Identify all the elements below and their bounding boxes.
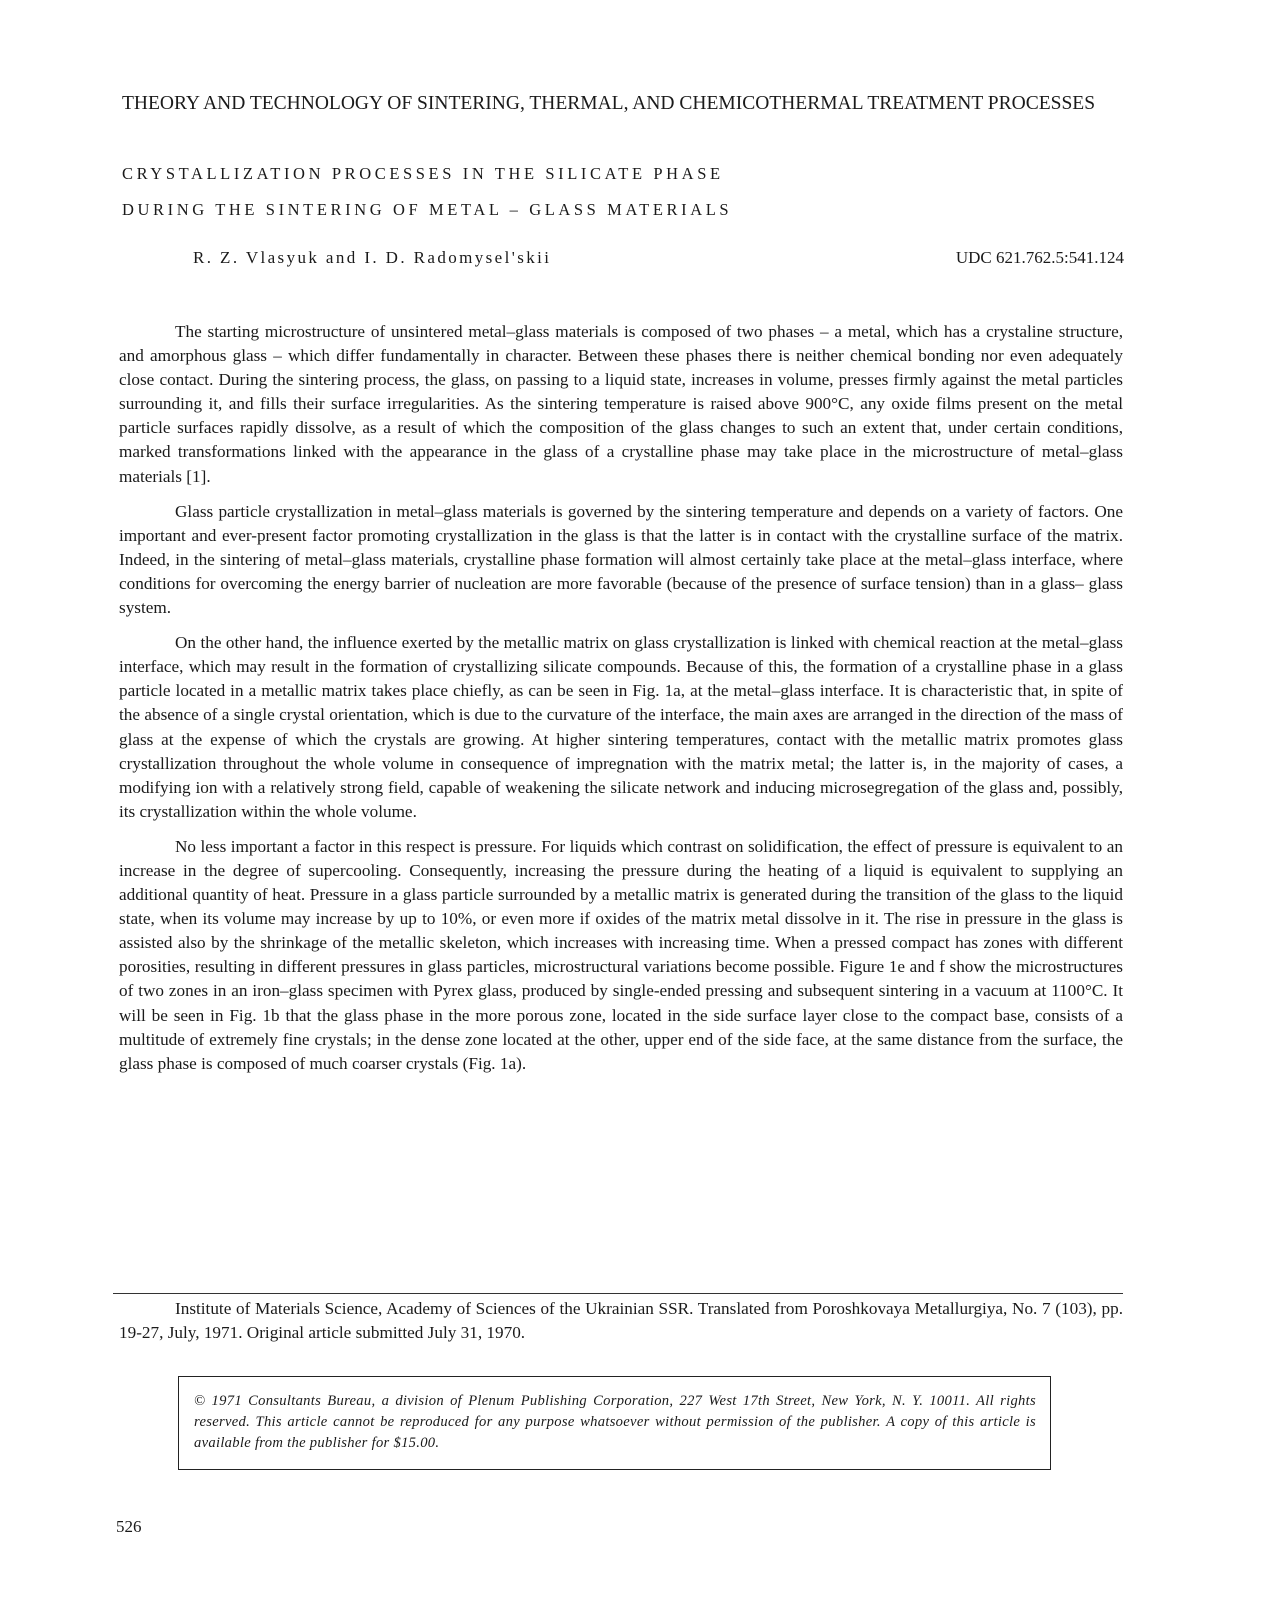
body-paragraph: No less important a factor in this respect is pressure. For liquids which contrast on solidification, the effect of pressure is equivalent to an increase in the degree of supercooling. Consequently, increasing the pressure during the heating of a liquid is equivalent to supplying an additional quantity of heat. Pressure in a glass particle surrounded by a metallic matrix is generated during the transition of the glass to the liquid state, when its volume may increase by up to 10%, or even more if oxides of the matrix metal dissolve in it. The rise in pressure in the glass is assisted also by the shrinkage of the metallic skeleton, which increases with increasing time. When a pressed compact has zones with different porosities, resulting in different pressures in glass particles, microstructural variations become possible. Figure 1e and f show the microstructures of two zones in an iron–glass specimen with Pyrex glass, produced by single-ended pressing and subsequent sintering in a vacuum at 1100°C. It will be seen in Fig. 1b that the glass phase in the more porous zone, located in the side surface layer close to the compact base, consists of a multitude of extremely fine crystals; in the dense zone located at the other, upper end of the side face, at the same distance from the surface, the glass phase is composed of much coarser crystals (Fig. 1a). [119, 836, 1123, 1073]
section-heading: THEORY AND TECHNOLOGY OF SINTERING, THERMAL, AND CHEMICOTHERMAL TREATMENT PROCESSES [122, 93, 1096, 114]
article-title-line-1: CRYSTALLIZATION PROCESSES IN THE SILICATE PHASE [122, 164, 724, 183]
institution-footnote: Institute of Materials Science, Academy of Sciences of the Ukrainian SSR. Translated from Poroshkovaya Metallurgiya, No. 7 (103), pp. 19-27, July, 1971. Original article submitted July 31, 1970. [119, 1299, 1123, 1343]
udc-code: UDC 621.762.5:541.124 [955, 248, 1124, 267]
article-body [119, 320, 1123, 1087]
copyright-notice-box [178, 1376, 1051, 1470]
body-paragraph: The starting microstructure of unsintered metal–glass materials is composed of two phases – a metal, which has a crystaline structure, and amorphous glass – which differ fundamentally in character. Between these phases there is neither chemical bonding nor even adequately close contact. During the sintering process, the glass, on passing to a liquid state, increases in volume, presses firmly against the metal particles surrounding it, and fills their surface irregularities. As the sintering temperature is raised above 900°C, any oxide films present on the metal particle surfaces rapidly dissolve, as a result of which the composition of the glass changes to such an extent that, under certain conditions, marked transformations linked with the appearance in the glass of a crystalline phase may take place in the microstructure of metal–glass materials [1]. [119, 322, 1123, 486]
body-paragraph: On the other hand, the influence exerted by the metallic matrix on glass crystallization is linked with chemical reaction at the metal–glass interface, which may result in the formation of crystallizing silicate compounds. Because of this, the formation of a crystalline phase in a glass particle located in a metallic matrix takes place chiefly, as can be seen in Fig. 1a, at the metal–glass interface. It is characteristic that, in spite of the absence of a single crystal orientation, which is due to the curvature of the interface, the main axes are arranged in the direction of the mass of glass at the expense of which the crystals are growing. At higher sintering temperatures, contact with the metallic matrix promotes glass crystallization throughout the whole volume in consequence of impregnation with the matrix metal; the latter is, in the majority of cases, a modifying ion with a relatively strong field, capable of weakening the silicate network and inducing microsegregation of the glass and, possibly, its crystallization within the whole volume. [119, 633, 1123, 821]
footnote-divider [113, 1293, 1123, 1294]
body-paragraph: Glass particle crystallization in metal–glass materials is governed by the sintering temperature and depends on a variety of factors. One important and ever-present factor promoting crystallization in the glass is that the latter is in contact with the crystalline surface of the matrix. Indeed, in the sintering of metal–glass materials, crystalline phase formation will almost certainly take place at the metal–glass interface, where conditions for overcoming the energy barrier of nucleation are more favorable (because of the presence of surface tension) than in a glass– glass system. [119, 501, 1123, 618]
copyright-notice: © 1971 Consultants Bureau, a division of Plenum Publishing Corporation, 227 West 17th Street, New York, N. Y. 10011. All rights reserved. This article cannot be reproduced for any purpose whatsoever without permission of the publisher. A copy of this article is available from the publisher for $15.00. [194, 1393, 1036, 1451]
page-number: 526 [116, 1517, 142, 1536]
article-title-line-2: DURING THE SINTERING OF METAL – GLASS MATERIALS [122, 200, 733, 219]
article-authors: R. Z. Vlasyuk and I. D. Radomysel'skii [193, 248, 552, 267]
